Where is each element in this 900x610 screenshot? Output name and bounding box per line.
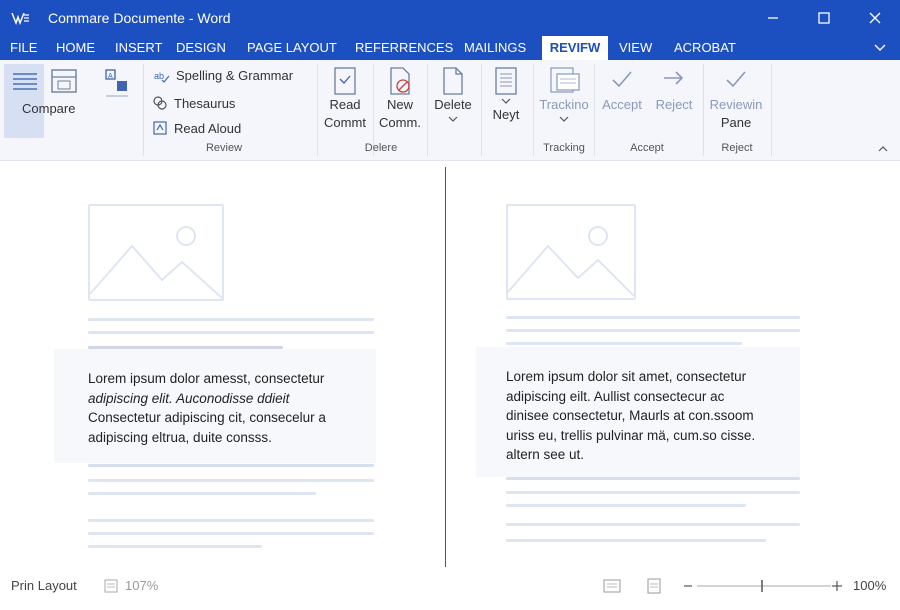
- svg-text:ab: ab: [154, 70, 165, 81]
- tab-view[interactable]: VIEW: [619, 40, 653, 55]
- document-area: [0, 161, 900, 571]
- right-line-3: dinisee consectetur, Maurls at con.ssoom: [506, 408, 754, 423]
- list-lines-icon: [11, 68, 39, 96]
- new-comment-icon: [387, 66, 413, 96]
- next-comment-button[interactable]: [484, 66, 528, 124]
- tab-insert[interactable]: INSERT: [115, 40, 163, 55]
- compare-label: Compare: [22, 101, 76, 116]
- new-comment-line1: New: [386, 97, 413, 112]
- reject-label: Reject: [655, 97, 693, 112]
- page-icon[interactable]: [103, 572, 119, 600]
- tab-home[interactable]: HOME: [56, 40, 95, 55]
- chevron-down-icon: [500, 96, 512, 106]
- tab-page-layout[interactable]: PAGE LAYOUT: [247, 40, 337, 55]
- print-layout-icon[interactable]: [646, 572, 662, 600]
- thesaurus-icon: [152, 95, 168, 111]
- next-label: Neyt: [492, 107, 520, 122]
- new-comment-button[interactable]: [377, 66, 423, 132]
- word-app-icon[interactable]: [10, 9, 30, 27]
- checkmark-icon: [722, 66, 750, 96]
- tab-mailings[interactable]: MAILINGS: [464, 40, 527, 55]
- compare-documents-icon: [50, 68, 80, 96]
- left-line-2: adipiscing elit. Auconodisse ddieit: [88, 390, 290, 406]
- thesaurus-button[interactable]: [152, 95, 235, 111]
- view-mode[interactable]: Prin Layout: [11, 578, 77, 593]
- read-mode-icon[interactable]: [603, 572, 621, 600]
- right-line-1: Lorem ipsum dolor sit amet, consectetur: [506, 369, 747, 384]
- compare-lines-button[interactable]: [8, 68, 42, 96]
- right-line-4: uriss eu, trellis pulvinar mä, cum.so cisse.: [506, 427, 756, 443]
- comments-group-label: Delere: [364, 142, 398, 154]
- next-doc-icon: [493, 66, 519, 96]
- maximize-button[interactable]: [799, 0, 849, 36]
- arrow-right-icon: [660, 66, 688, 96]
- right-line-2: adipiscing eilt. Aullist consectecur ac: [506, 388, 725, 404]
- accept-group-label: Accept: [630, 142, 664, 154]
- zoom-level[interactable]: 100%: [853, 578, 887, 593]
- chevron-down-icon[interactable]: [872, 40, 888, 56]
- zoom-page-level: 107%: [125, 578, 159, 593]
- translate-button[interactable]: [104, 68, 130, 98]
- accept-button[interactable]: [598, 66, 646, 114]
- checkmark-icon: [608, 66, 636, 96]
- reviewing-pane-line1: Reviewin: [709, 97, 763, 112]
- reviewing-pane-button[interactable]: [706, 66, 766, 132]
- status-bar: [0, 572, 900, 600]
- new-comment-line2: Comm.: [379, 115, 421, 130]
- spelling-label: Spelling & Grammar: [176, 68, 294, 83]
- svg-text:A: A: [108, 73, 113, 80]
- zoom-out-button[interactable]: [682, 572, 694, 600]
- tracking-button[interactable]: [537, 66, 591, 124]
- left-line-3: Consectetur adipiscing cit, consecelur a: [88, 410, 326, 425]
- reject-button[interactable]: [651, 66, 697, 114]
- minimize-button[interactable]: [748, 0, 798, 36]
- compare-docs-icon-button[interactable]: [50, 68, 80, 96]
- zoom-slider[interactable]: [697, 572, 831, 600]
- ribbon-tabs: [0, 36, 900, 60]
- tab-references[interactable]: REFERRENCES: [355, 40, 454, 55]
- tab-acrobat[interactable]: ACROBAT: [674, 40, 736, 55]
- collapse-ribbon-icon[interactable]: [876, 142, 890, 154]
- right-text-block[interactable]: [476, 347, 800, 477]
- tab-review[interactable]: REVIFW: [542, 36, 608, 62]
- read-comment-line2: Commt: [324, 115, 366, 130]
- track-changes-icon: [547, 66, 581, 96]
- delete-doc-icon: [440, 66, 466, 96]
- read-comment-line1: Read: [329, 97, 361, 112]
- left-line-4: adipiscing eltrua, duite consss.: [88, 429, 272, 445]
- tracking-group-label: Tracking: [543, 142, 585, 154]
- read-aloud-label: Read Aloud: [174, 120, 242, 136]
- review-group-label: Review: [205, 142, 243, 154]
- close-button[interactable]: [850, 0, 900, 36]
- chevron-down-icon: [447, 114, 459, 124]
- window-title: Commare Documente - Word: [48, 10, 231, 26]
- translate-icon: [104, 68, 130, 98]
- reviewing-pane-line2: Pane: [720, 115, 752, 130]
- image-placeholder-icon: [88, 204, 224, 301]
- right-document-pane[interactable]: [446, 161, 900, 571]
- right-line-5: altern see ut.: [506, 447, 585, 462]
- tab-file[interactable]: FILE: [10, 40, 38, 55]
- reject-group-label: Reject: [721, 142, 753, 154]
- image-placeholder-icon: [506, 204, 636, 300]
- chevron-down-icon: [558, 114, 570, 124]
- left-line-1: Lorem ipsum dolor amesst, consectetur: [88, 371, 325, 386]
- delete-comment-button[interactable]: [430, 66, 476, 124]
- read-aloud-button[interactable]: [152, 120, 241, 136]
- delete-label: Delete: [434, 97, 472, 112]
- spelling-grammar-button[interactable]: [154, 68, 293, 83]
- accept-label: Accept: [602, 97, 642, 112]
- comment-doc-icon: [332, 66, 358, 96]
- tracking-label: Trackino: [539, 97, 589, 112]
- title-bar: [0, 0, 900, 36]
- thesaurus-label: Thesaurus: [174, 95, 236, 111]
- left-text-block[interactable]: [54, 349, 376, 463]
- tab-design[interactable]: DESIGN: [176, 40, 226, 55]
- compare-button[interactable]: [22, 100, 75, 118]
- zoom-in-button[interactable]: [830, 572, 844, 600]
- read-aloud-icon: [152, 120, 168, 136]
- ribbon: [0, 60, 900, 161]
- left-document-pane[interactable]: [0, 161, 445, 571]
- spelling-icon: [154, 69, 170, 83]
- read-comment-button[interactable]: [322, 66, 368, 132]
